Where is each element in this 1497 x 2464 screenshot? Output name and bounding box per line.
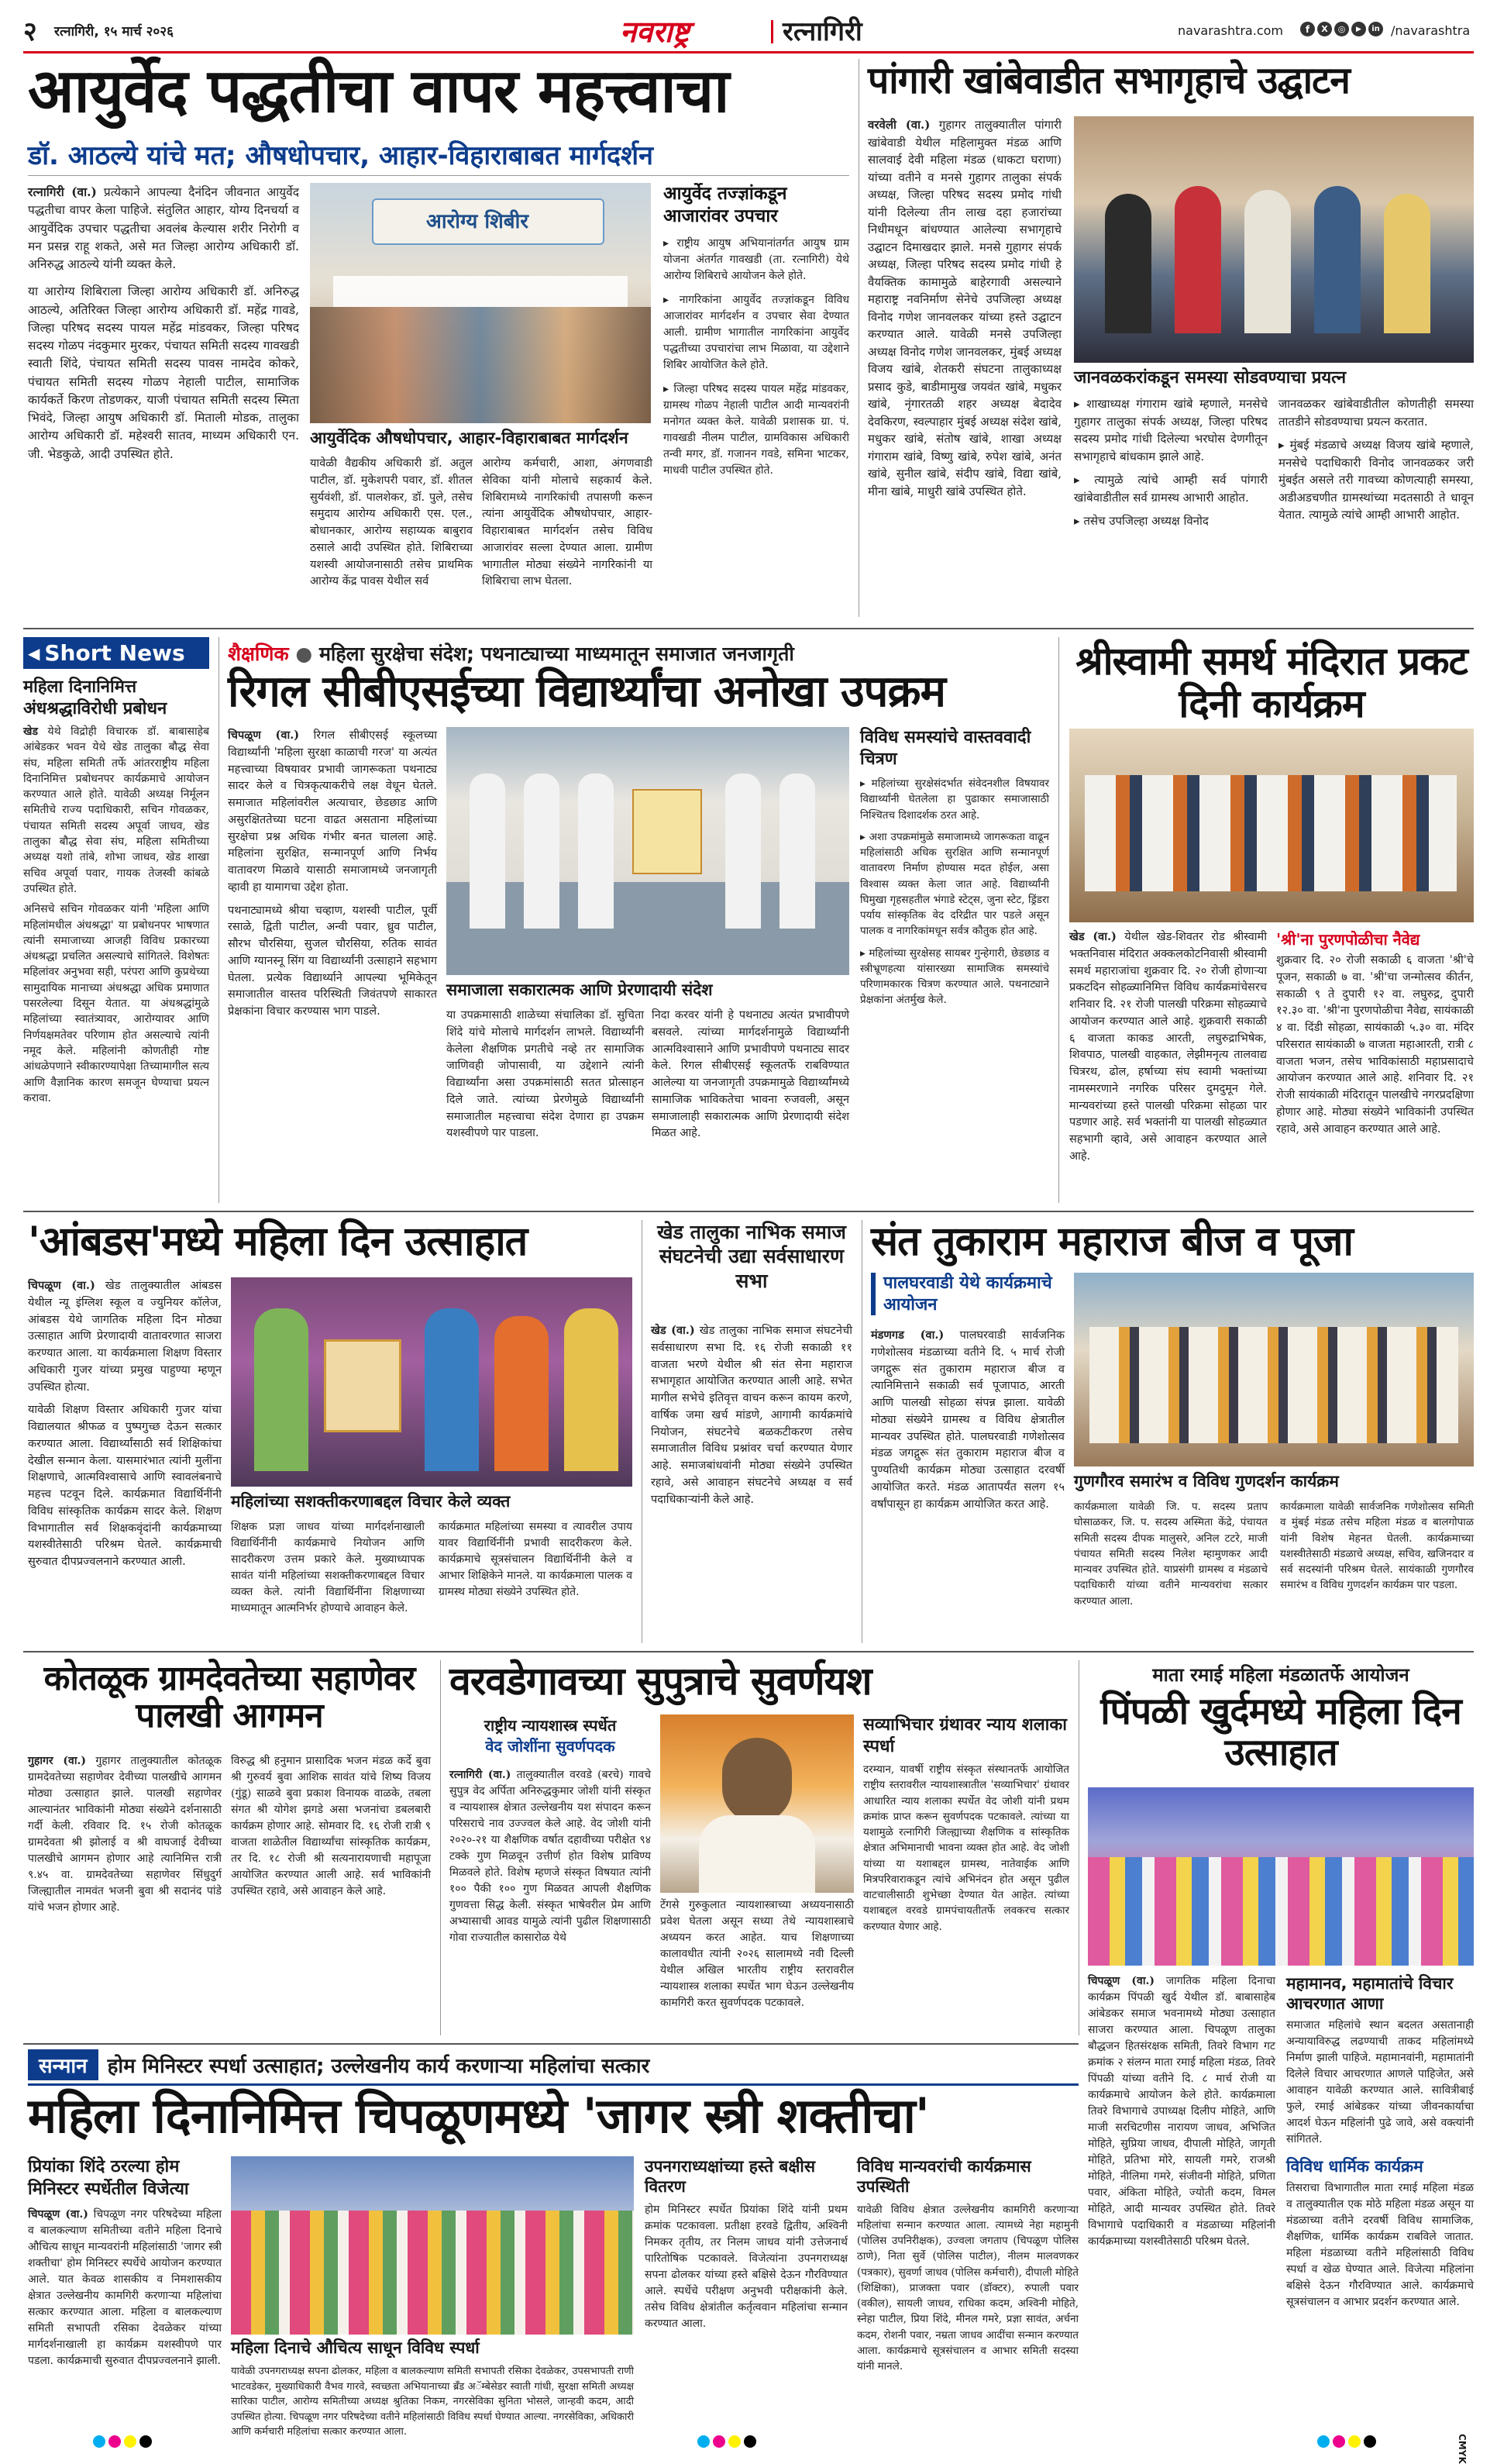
pimpli-col2 — [1286, 1973, 1474, 2407]
pangari-body-col1: वरवेली (वा.) गुहागर तालुक्यातील पांगारी खांबेवाडी येथील महिलामुक्त मंडळ आणि सालवाई देवी महिला मंडळ (धाकटा घराणा) यांच्या वतीने व मनसे गुहागर तालुका संपर्क अध्यक्ष, जिल्हा परिषद सदस्य प्रमोद गांधी यांनी दिलेल्या तीन लाख दहा हजारांच्या निधीमधून बांधण्यात आलेल्या सभागृहाचे उद्घाटन दिमाखदार झाले. मनसे गुहागर संपर्क अध्यक्ष, जिल्हा परिषद सदस्य प्रमोद गांधी हे वैयक्तिक कामामुळे बाहेरगावी असल्याने महाराष्ट्र नवनिर्माण सेनेचे उपजिल्हा अध्यक्ष विनोद गणेश जानवलकर यांच्या हस्ते उद्घाटन करण्यात आले. यावेळी मनसे उपजिल्हा अध्यक्ष विनोद गणेश जानवलकर, मुंबई अध्यक्ष विजय खांबे, शेतकरी संघटना तालुकाध्यक्ष प्रसाद कुडे, बाडीमामुख जयवंत खांबे, मधुकर खांबे, नृंगारतळी शहर अध्यक्ष बेदादेव देवकिरण, स्वल्पाहार मुंबई अध्यक्ष संदेश खांबे, मधुकर खांबे, संतोष खांबे, शाखा अध्यक्ष गंगाराम खांबे, विष्णु खांबे, रुपेश खांबे, अनंत खांबे, सुनील खांबे, संदीप खांबे, विद्या खांबे, मीना खांबे, माधुरी खांबे उपस्थित होते. — [868, 118, 1062, 498]
section-rule — [23, 628, 1474, 629]
pangari-photo — [1074, 116, 1474, 363]
section-name: रत्नागिरी — [783, 16, 862, 47]
pangari-photo-caption: जानवळकरांकडून समस्या सोडवण्याचा प्रयत्न — [1074, 368, 1347, 388]
aambdas-body-col3: कार्यक्रमात महिलांच्या समस्या व त्यावरील उपाय यावर विद्यार्थिनींनी प्रभावी सादरीकरण केले. कार्यक्रमाचे सूत्रसंचालन विद्यार्थिनींनी केले व आभार शिक्षिकेने मानले. या कार्यक्रमाला पालक व ग्रामस्थ मोठ्या संख्येने उपस्थित होते. — [439, 1521, 632, 1598]
tukaram-body-col3: कार्यक्रमाला यावेळी सार्वजनिक गणेशोत्सव समिती व मुंबई मंडळ तसेच महिला मंडळ व बालगोपाळ यांनी विशेष मेहनत घेतली. कार्यक्रमाच्या यशस्वीतेसाठी मंडळाचे अध्यक्ष, सचिव, खजिनदार व सर्व सदस्यांनी परिश्रम घेतले. सायंकाळी गुणगौरव समारंभ व विविध गुणदर्शन कार्यक्रम पार पडला. — [1280, 1501, 1474, 1592]
varvade-headline: वरवडेगावच्या सुपुत्राचे सुवर्णयश — [449, 1659, 872, 1704]
regal-body-col2: या उपक्रमासाठी शाळेच्या संचालिका डॉ. सुचिता शिंदे यांचे मोलाचे मार्गदर्शन लाभले. विद्यार्थ्यांनी केलेला शैक्षणिक प्रगतीचे नव्हे तर सामाजिक जाणिवही जोपासावी, या उद्देशाने त्यांनी विद्यार्थ्यांना असा उपक्रमांसाठी सतत प्रोत्साहन दिले जाते. त्यांच्या प्रेरणेमुळे विद्यार्थ्यांनी समाजातील महत्त्वाचा संदेश देणारा हा उपक्रम यशस्वीपणे पार पाडला. — [446, 1009, 644, 1140]
facebook-icon[interactable]: f — [1300, 22, 1315, 36]
regal-body-col1: चिपळूण (वा.) रिगल सीबीएसई स्कूलच्या विद्यार्थ्यांनी 'महिला सुरक्षा काळाची गरज' या अत्यंत महत्त्वाच्या विषयावर प्रभावी जागरूकता पथनाट्य सादर केले व चित्रकृत्याकरीचे लक्ष वेधून घेतले. समाजात महिलांवरील अत्याचार, छेडछाड आणि असुरक्षिततेच्या घटना वाढत असताना महिलांच्या सुरक्षेचा प्रश्न अधिक गंभीर बनत चालला आहे. महिलांना सुरक्षित, सन्मानपूर्ण आणि निर्भय वातावरण मिळावे यासाठी समाजामध्ये जनजागृती व्हावी हा यामागचा उद्देश होता. पथनाट्यामध्ये श्रीया चव्हाण, यशस्वी पाटील, पूर्वी रसाळे, द्विती पाटील, अन्वी पवार, ध्रुव पाटील, सौरभ चौरसिया, सुजल चौरसिया, रुतिक सावंत आणि ग्यानस्नू सिंग या विद्यार्थ्यांनी उत्साहाने सहभाग घेतला. प्रत्येक विद्यार्थ्याने आपल्या भूमिकेतून समाजातील वास्तव परिस्थिती जिवंतपणे साकारत प्रेक्षकांना विचार करण्यास भाग पाडले. — [228, 729, 438, 1018]
tukaram-photo-caption: गुणगौरव समारंभ व विविध गुणदर्शन कार्यक्रम — [1074, 1472, 1339, 1490]
arrow-icon: ◀ — [28, 643, 40, 663]
ayurved-dateline: रत्नागिरी (वा.) — [28, 184, 97, 199]
regal-side-bullet: ▸ महिलांच्या सुरक्षेसंदर्भात संवेदनशील विषयावर विद्यार्थ्यांनी घेतलेला हा पुढाकार समाजासाठी निश्चितच दिशादर्शक ठरत आहे. — [860, 777, 1049, 822]
sanman-side-box — [28, 2156, 222, 2420]
short-news — [23, 637, 209, 1203]
varvade-kicker — [449, 1714, 651, 1756]
sanman-right-box — [857, 2156, 1079, 2423]
short-news-label: Short News — [44, 640, 185, 666]
ayurved-headline: आयुर्वेद पद्धतीचा वापर महत्त्वाचा — [28, 57, 729, 126]
sanman-photo-caption: महिला दिनाचे औचित्य साधून विविध स्पर्धा — [231, 2338, 480, 2357]
cmyk-dot-right — [1317, 2435, 1376, 2448]
sanman-mid-title: उपनगराध्यक्षांच्या हस्ते बक्षीस वितरण — [645, 2157, 816, 2197]
regal-body-col3: निदा करवर यांनी हे पथनाट्य अत्यंत प्रभावीपणे बसवले. त्यांच्या मार्गदर्शनामुळे विद्यार्थ्यांनी आत्मविश्वासाने आणि प्रभावीपणे पथनाट्य सादर केले. रिगल सीबीएसई स्कूलतर्फे राबविण्यात आलेल्या या जनजागृती उपक्रमामुळे विद्यार्थ्यांमध्ये सामाजिक भाविकतेचा भावना रुजवली, असून समाजालाही सकारात्मक आणि प्रेरणादायी संदेश मिळत आहे. — [652, 1009, 849, 1140]
section-rule — [23, 1651, 1474, 1652]
sanman-label: सन्मान — [28, 2049, 98, 2080]
divider-bar — [771, 20, 773, 43]
kotalu-body-col2: विरुद्ध श्री हनुमान प्रासादिक भजन मंडळ कर्दे बुवा श्री गुरुवर्य बुवा आशिक सावंत यांचे शिष्य विजय (गुंडू) साळवे बुवा प्रकाश विनायक वाळके, तबला संगत श्री योगेश झगडे असा भजनांचा डबलबारी कार्यक्रम होणार आहे. सोमवार दि. १६ रोजी रात्री ९ वाजता शाळेतील विद्यार्थ्यांचा सांस्कृतिक कार्यक्रम, तर दि. १८ रोजी श्री सत्यनारायणाची महापूजा आयोजित करण्यात आली आहे. सर्व भाविकांनी उपस्थित रहावे, असे आवाहन केले आहे. — [231, 1755, 431, 1897]
section-rule — [23, 2043, 1079, 2045]
column-rule — [440, 1660, 441, 2035]
column-rule — [1058, 637, 1059, 1203]
pimpli-sub-title: विविध धार्मिक कार्यक्रम — [1286, 2156, 1423, 2176]
sanman-kicker: होम मिनिस्टर स्पर्धा उत्साहात; उल्लेखनीय कार्य करणाऱ्या महिलांचा सत्कार — [107, 2055, 650, 2078]
sanman-side-title: प्रियांका शिंदे ठरल्या होम मिनिस्टर स्पर्धेतील विजेत्या — [28, 2157, 189, 2199]
ayurved-side-title: आयुर्वेद तज्ज्ञांकडून आजारांवर उपचार — [663, 184, 787, 226]
sanman-mid-box — [645, 2156, 848, 2423]
ayurved-photo — [310, 183, 651, 423]
shriswami-headline: श्रीस्वामी समर्थ मंदिरात प्रकट दिनी कार्यक्रम — [1075, 639, 1468, 726]
regal-photo — [446, 727, 849, 975]
page-number: २ — [23, 16, 37, 47]
pangari-headline: पांगारी खांबेवाडीत सभागृहाचे उद्घाटन — [868, 59, 1350, 102]
pangari-body-col2: ▸ शाखाध्यक्ष गंगाराम खांबे म्हणाले, मनसेचे गुहागर तालुका संपर्क अध्यक्ष, जिल्हा परिषद सदस्य प्रमोद गांधी दिलेल्या भरघोस देणगीतून सभागृहाचे बांधकाम झाले आहे. ▸ त्यामुळे त्यांचे आम्ही सर्व पांगारी खांबेवाडीतील सर्व ग्रामस्थ आभारी आहोत. ▸ तसेच उपजिल्हा अध्यक्ष विनोद — [1074, 397, 1268, 528]
aambdas-body-col2: शिक्षक प्रज्ञा जाधव यांच्या मार्गदर्शनाखाली विद्यार्थिनींनी कार्यक्रमाचे नियोजन आणि सादरीकरण उत्तम प्रकारे केले. मुख्याध्यापक सावंत यांनी महिलांच्या सशक्तीकरणाबद्दल विचार व्यक्त केले. त्यांनी विद्यार्थिनींना शिक्षणाच्या माध्यमातून आत्मनिर्भर होण्याचे आवाहन केले. — [231, 1521, 425, 1615]
page-header — [23, 8, 1474, 51]
regal-sidebar — [860, 727, 1049, 1201]
pimpli-box-body: समाजात महिलांचे स्थान बदलत असतानाही अन्यायाविरुद्ध लढण्याची ताकद महिलांमध्ये निर्माण झाली पाहिजे. महामानवांनी, महामातांनी दिलेले विचार आचरणात आणले पाहिजेत, असे आवाहन यावेळी करण्यात आले. सावित्रीबाई फुले, रमाई आंबेडकर यांच्या जीवनकार्याचा आदर्श घेऊन महिलांनी पुढे जावे, असे वक्त्यांनी सांगितले. — [1286, 2018, 1474, 2145]
pimpli-body-col1: चिपळूण (वा.) जागतिक महिला दिनाचा कार्यक्रम पिंपळी खुर्द येथील डॉ. बाबासाहेब आंबेडकर समाज भवनामध्ये मोठ्या उत्साहात साजरा करण्यात आला. चिपळूण तालुका बौद्धजन हितसंरक्षक समिती, तिवरे विभाग गट क्रमांक २ संलग्न माता रमाई महिला मंडळ, तिवरे पिंपळी यांच्या वतीने दि. ८ मार्च रोजी या कार्यक्रमाचे आयोजन केले होते. कार्यक्रमाला तिवरे विभागाचे उपाध्यक्ष दिलीप मोहिते, आणि माजी सरचिटणीस नारायण जाधव, अभिजित मोहिते, सुप्रिया जाधव, दीपाली मोहिते, जागृती मोहिते, प्रतिभा मोरे, सायली गमरे, राजश्री मोहिते, नीलिमा गमरे, संजीवनी मोहिते, प्रणिता पवार, अंकिता मोहिते, ज्योती कदम, विमल मोहिते, आदी मान्यवर उपस्थित होते. तिवरे विभागाचे पदाधिकारी व मंडळाच्या महिलांनी कार्यक्रमाच्या यशस्वीतेसाठी परिश्रम घेतले. — [1088, 1975, 1276, 2248]
section-rule — [23, 1211, 1474, 1212]
regal-headline: रिगल सीबीएसईच्या विद्यार्थ्यांचा अनोखा उपक्रम — [228, 667, 945, 717]
x-icon[interactable]: X — [1317, 22, 1332, 36]
short-news-label-bar — [23, 637, 209, 669]
ayurved-body-col2: यावेळी वैद्यकीय अधिकारी डॉ. अतुल पाटील, डॉ. मुकेशपरी पवार, डॉ. शीतल सुर्यवंशी, डॉ. पालशेकर, डॉ. पुले, तसेच समुदाय आरोग्य अधिकारी एस. एल., बोधानकार, आरोग्य सहाय्यक बाबुराव ठसाले आदी उपस्थित होते. शिबिराच्या यशस्वी आयोजनासाठी तसेच प्राथमिक आरोग्य केंद्र पावस येथील सर्व — [310, 457, 473, 588]
varvade-kicker-line2: वेद जोशींना सुवर्णपदक — [485, 1737, 615, 1756]
website-url[interactable]: navarashtra.com — [1178, 23, 1283, 38]
registration-marks — [0, 2431, 1497, 2464]
shriswami-body-col1: खेड (वा.) येथील खेड-शिवतर रोड श्रीस्वामी भक्तनिवास मंदिरात अक्कलकोटनिवासी श्रीस्वामी समर्थ महाराजांचा शुक्रवार दि. २० रोजी होणाऱ्या प्रकटदिन सोहळ्यानिमित्त विविध कार्यक्रमांचेसरच शनिवार दि. २१ रोजी पालखी परिक्रमा सोहळ्याचे आयोजन करण्यात आले आहे. शुक्रवारी सकाळी ६ वाजता काकड आरती, लघुरुद्राभिषेक, शिवपाठ, पालखी वाहकात, लेझीमनृत्य तालवाद्य चित्ररथ, ढोल, हर्षाच्या संघ स्वामी भक्तांच्या नामस्मरणाने नगरिक परिसर दुमदुमून गेले. मान्यवरांच्या हस्ते पालखी परिक्रमा सोहळा पार पडणार आहे. सर्व भक्तांनी या पालखी सोहळ्यात सहभागी व्हावे, असे आवाहन करण्यात आले आहे. — [1069, 930, 1267, 1163]
varvade-kicker-line1: राष्ट्रीय न्यायशास्त्र स्पर्धेत — [484, 1716, 617, 1735]
bullet-icon: ● — [295, 643, 319, 665]
savyabhichar-title: सव्याभिचार ग्रंथावर न्याय शलाका स्पर्धा — [863, 1715, 1067, 1756]
pimpli-headline: पिंपळी खुर्दमध्ये महिला दिन उत्साहात — [1100, 1690, 1461, 1774]
kotalu-body-col1: गुहागर (वा.) गुहागर तालुक्यातील कोतळूक ग्रामदेवतेच्या सहाणेवर देवीच्या पालखीचे आगमन मोठ्या उत्साहात झाले. पालखी सहाणेवर आल्यानंतर भाविकांनी मोठ्या संख्येने दर्शनासाठी गर्दी केली. रविवार दि. १५ रोजी कोतळूक ग्रामदेवता श्री झोलाई व श्री वाघजाई देवीच्या पालखीचे आगमन होणार आहे त्यानिमित्त रात्री ९.४५ वा. ग्रामदेवतेच्या सहाणेवर सिंधुदुर्ग जिल्ह्यातील नामवंत भजनी बुवा श्री सदानंद पांडे यांचे भजन होणार आहे. — [28, 1755, 222, 1914]
varvade-photo — [660, 1714, 854, 1893]
tukaram-body-col2: कार्यक्रमाला यावेळी जि. प. सदस्य प्रताप घोसाळकर, जि. प. सदस्य अस्मिता केंद्रे, पंचायत समिती सदस्य दीपक मालुसरे, अनिल टटरे, माजी पंचायत समिती सदस्य निलेश म्हामुणकर आदी मान्यवर उपस्थित होते. याप्रसंगी ग्रामस्थ व मंडळाचे पदाधिकारी यांच्या वतीने मान्यवरांचा सत्कार करण्यात आला. — [1074, 1501, 1268, 1608]
rule — [28, 175, 849, 176]
ayurved-photo-banner: आरोग्य शिबीर — [426, 210, 529, 233]
header-rule — [23, 51, 1474, 53]
regal-kicker: शैक्षणिक — [228, 643, 289, 665]
ayurved-side-bullet: ▸ जिल्हा परिषद सदस्य पायल महेंद्र मांडवकर, ग्रामस्थ गोळप नेहाली पाटील आदी मान्यवरांनी मनोगत व्यक्त केले. यावेळी प्रशासक ग्रा. पं. गावखडी नीलम पाटील, ग्रामविकास अधिकारी तन्वी मगर, डॉ. गजानन गवडे, समिना भाटकर, माधवी पाटील उपस्थित होते. — [663, 382, 849, 477]
short-news-body: खेड येथे विद्रोही विचारक डॉ. बाबासाहेब आंबेडकर भवन येथे खेड तालुका बौद्ध सेवा संघ, महिला समिती तर्फे आंतरराष्ट्रीय महिला दिनानिमित्त प्रबोधनपर कार्यक्रमाचे आयोजन करण्यात आले होते. यावेळी अध्यक्ष निर्मूलन समितीचे राज्य पदाधिकारी, सचिन गोवळकर, पंचायत समिती सदस्य अपूर्वा जाधव, खेड तालुका बौद्ध सेवा संघ, महिला समितीच्या अध्यक्ष यशो तांबे, शोभा जाधव, खेड शाखा सचिव अपूर्वा पवार, गायक तेजस्वी कांबळे उपस्थित होते. अनिसचे सचिन गोवळकर यांनी 'महिला आणि महिलांमधील अंधश्रद्धा' या प्रबोधनपर भाषणात त्यांनी समाजाच्या आजही विविध प्रकारच्या अंधश्रद्धा प्रचलित असल्याचे सांगितले. विशेषतः महिलांवर अनुभवा सही, परंपरा आणि कुप्रथेच्या सामुदायिक मानाच्या अंधश्रद्धा अधिक प्रमाणात पसरलेल्या दिसून येतात. या अंधश्रद्धांमुळे महिलांच्या स्वातंत्र्यावर, आरोग्यावर आणि निर्णयक्षमतेवर परिणाम होत असल्याचे त्यांनी नमूद केले. महिलांनी कोणतीही गोष्ट आंधळेपणाने स्वीकारण्यापेक्षा तिच्यामागील सत्य आणि वैज्ञानिक कारण समजून घेण्याचा प्रयत्न करावा. — [23, 725, 209, 1104]
social-icons — [1300, 22, 1385, 37]
sanman-mid-body: होम मिनिस्टर स्पर्धेत प्रियांका शिंदे यांनी प्रथम क्रमांक पटकावला. प्रतीक्षा हरवडे द्वितीय, अश्विनी निमकर तृतीय, तर निलम जाधव यांनी उत्तेजनार्थ पारितोषिक पटकावले. विजेत्यांना उपनगराध्यक्ष सपना ढोलकर यांच्या हस्ते बक्षिसे देऊन गौरविण्यात आले. स्पर्धेचे परीक्षण अनुभवी परीक्षकांनी केले. तसेच विविध क्षेत्रांतील कर्तृत्ववान महिलांचा सन्मान करण्यात आला. — [645, 2203, 848, 2330]
regal-kicker-line — [228, 640, 1049, 667]
nabhik-body: खेड (वा.) खेड तालुका नाभिक समाज संघटनेची सर्वसाधारण सभा दि. १६ रोजी सकाळी ११ वाजता भरणे येथील श्री संत सेना महाराज सभागृहात आयोजित करण्यात आली आहे. सभेत मागील सभेचे इतिवृत्त वाचन करून कायम करणे, वार्षिक जमा खर्च मांडणे, आगामी कार्यक्रमांचे नियोजन, संघटनेचे बळकटीकरण तसेच समाजातील विविध प्रश्नांवर चर्चा करण्यात येणार आहे. समाजबांधवांनी मोठ्या संख्येने उपस्थित रहावे, असे आवाहन संघटनेचे अध्यक्ष व सर्व पदाधिकाऱ्यांनी केले आहे. — [651, 1324, 852, 1506]
ayurved-body-col3: आरोग्य कर्मचारी, आशा, अंगणवाडी सेविका यांनी मोलाचे सहकार्य केले. शिबिरामध्ये नागरिकांची तपासणी करून त्यांना आयुर्वेदिक औषधोपचार, आहार-विहाराबाबत मार्गदर्शन तसेच विविध आजारांवर सल्ला देण्यात आला. ग्रामीण भागातील मोठ्या संख्येने नागरिकांनी या शिबिराचा लाभ घेतला. — [482, 457, 652, 588]
pimpli-photo — [1088, 1787, 1474, 1966]
aambdas-headline: 'आंबडस'मध्ये महिला दिन उत्साहात — [28, 1218, 528, 1265]
sanman-headline: महिला दिनानिमित्त चिपळूणमध्ये 'जागर स्त्री शक्तीचा' — [28, 2087, 929, 2144]
aambdas-photo — [231, 1277, 632, 1487]
nabhik-headline: खेड तालुका नाभिक समाज संघटनेची उद्या सर्वसाधारण सभा — [657, 1221, 846, 1292]
regal-photo-caption: समाजाला सकारात्मक आणि प्रेरणादायी संदेश — [446, 980, 713, 999]
ayurved-photo-caption: आयुर्वेदिक औषधोपचार, आहार-विहाराबाबत मार्गदर्शन — [310, 429, 628, 447]
regal-side-bullet: ▸ महिलांच्या सुरक्षेसह सायबर गुन्हेगारी, छेडछाड व स्त्रीभ्रूणहत्या यांसारख्या सामाजिक समस्यांचे परिणामकारक चित्रण करण्यात आले. पथनाट्याने प्रेक्षकांना अंतर्मुख केले. — [860, 946, 1049, 1007]
short-news-title: महिला दिनानिमित्त अंधश्रद्धाविरोधी प्रबोधन — [23, 677, 167, 719]
sanman-photo — [231, 2156, 634, 2335]
masthead-logo: नवराष्ट्र — [620, 15, 690, 49]
varvade-body-col2: टेंगसे गुरुकुलात न्यायशास्त्राच्या अध्ययनासाठी प्रवेश घेतला असून सध्या तेथे न्यायशास्त्राचे अध्ययन करत आहेत. याच शिक्षणाच्या कालावधीत त्यांनी २०२६ सालामध्ये नवी दिल्ली येथील अखिल भारतीय राष्ट्रीय स्तरावरील न्यायशास्त्र शलाका स्पर्धेत भाग घेऊन उल्लेखनीय कामगिरी करत सुवर्णपदक पटकावले. — [660, 1899, 854, 2009]
shriswami-photo — [1069, 729, 1474, 922]
aambdas-photo-caption: महिलांच्या सशक्तीकरणाबद्दल विचार केले व्यक्त — [231, 1492, 511, 1511]
pimpli-kicker: माता रमाई महिला मंडळातर्फे आयोजन — [1152, 1664, 1409, 1686]
page-date: रत्नागिरी, १५ मार्च २०२६ — [54, 24, 174, 40]
shriswami-sub-title: 'श्री'ना पुरणपोळीचा नैवेद्य — [1276, 930, 1420, 949]
regal-side-bullet: ▸ अशा उपक्रमांमुळे समाजामध्ये जागरूकता वाढून महिलांसाठी अधिक सुरक्षित आणि सन्मानपूर्ण वातावरण निर्माण होण्यास मदत होईल, असा विश्वास व्यक्त केला जात आहे. विद्यार्थ्यांनी घिमुखा गृहसहतील भंगाडे स्टेट्स, जुना स्टेट, ड्रिंडरा पर्याय सांस्कृतिक वेद दरिद्रीत पार पडले असून पालक व नागरिकांमधून सर्वत्र कौतुक होत आहे. — [860, 830, 1049, 938]
tukaram-body-col1: मंडणगड (वा.) पालघरवाडी सार्वजनिक गणेशोत्सव मंडळाच्या वतीने दि. ५ मार्च रोजी जगद्गुरू संत तुकाराम महाराज बीज व त्यानिमित्ताने सकाळी सर्व पूजापाठ, आरती आणि पालखी सोहळा संपन्न झाला. यावेळी मोठ्या संख्येने ग्रामस्थ व विविध क्षेत्रातील मान्यवर उपस्थित होते. पालघरवाडी गणेशोत्सव मंडळ जगद्गुरू संत तुकाराम महाराज बीज व पुण्यतिथी कार्यक्रम मोठ्या उत्साहात दरवर्षी आयोजित करते. मंडळ आतापर्यंत सलग १५ वर्षांपासून हा कार्यक्रम आयोजित करत आहे. — [871, 1328, 1065, 1511]
ayurved-sidebar — [663, 183, 849, 617]
tukaram-photo — [1074, 1273, 1474, 1466]
tukaram-kicker: पालघरवाडी येथे कार्यक्रमाचे आयोजन — [883, 1273, 1052, 1315]
tukaram-headline: संत तुकाराम महाराज बीज व पूजा — [871, 1218, 1353, 1265]
cmyk-imprint: CMYK — [1457, 2434, 1468, 2464]
aambdas-body-col1: चिपळूण (वा.) खेड तालुक्यातील आंबडस येथील न्यू इंग्लिश स्कूल व ज्युनियर कॉलेज, आंबडस येथे जागतिक महिला दिन मोठ्या उत्साहात आणि प्रेरणादायी वातावरणात साजरा करण्यात आला. या कार्यक्रमाला शिक्षण विस्तार अधिकारी गुजर यांच्या प्रमुख पाहुण्या म्हणून उपस्थित होत्या. यावेळी शिक्षण विस्तार अधिकारी गुजर यांचा विद्यालयात श्रीफळ व पुष्पगुच्छ देऊन सत्कार करण्यात आला. विद्यार्थ्यांसाठी सर्व शिक्षिकांचा देखील सन्मान केला. यासमारंभात त्यांनी मुलींना शिक्षणाचे, आत्मविश्वासाचे आणि स्वावलंबनाचे महत्त्व पटवून दिले. कार्यक्रमात विद्यार्थिनींनी विविध सांस्कृतिक कार्यक्रम सादर केले. शिक्षण विभागातील सर्व शिक्षकवृंदांनी कार्यक्रमाच्या यशस्वीतेसाठी परिश्रम घेतले. कार्यक्रमाची सुरुवात दीपप्रज्वलनाने करण्यात आली. — [28, 1279, 222, 1568]
linkedin-icon[interactable]: in — [1368, 22, 1383, 36]
regal-side-title: विविध समस्यांचे वास्तववादी चित्रण — [860, 728, 1031, 769]
shriswami-col2 — [1276, 929, 1474, 1201]
sanman-right-body: यावेळी विविध क्षेत्रात उल्लेखनीय कामगिरी करणाऱ्या महिलांचा सन्मान करण्यात आला. त्यामध्ये नेहा महामुनी (पोलिस उपनिरीक्षक), उज्वला जगताप (चिपळूण पोलिस ठाणे), निता सुर्वे (पोलिस पाटील), नीलम मालवणकर (पत्रकार), सुवर्णा जाधव (पोलिस कर्मचारी), दीपाली मोहिते (शिक्षिका), प्राजक्ता पवार (डॉक्टर), रुपाली पवार (वकील), सायली जाधव, राधिका कदम, अश्विनी मोहिते, स्नेहा पाटील, प्रिया शिंदे, मीनल गमरे, प्रज्ञा सावंत, अर्चना कदम, रोशनी पवार, नम्रता जाधव आदींचा सन्मान करण्यात आला. कार्यक्रमाचे सूत्रसंचालन व आभार समिती सदस्या यांनी मानले. — [857, 2203, 1079, 2373]
sanman-body-col1: चिपळूण (वा.) चिपळूण नगर परिषदेच्या महिला व बालकल्याण समितीच्या वतीने महिला दिनाचे औचित्य साधून मान्यवरांनी महिलांसाठी 'जागर स्त्री शक्तीचा' होम मिनिस्टर स्पर्धेचे आयोजन करण्यात आले. यात केवळ शासकीय व निमशासकीय क्षेत्रात उल्लेखनीय कामगिरी करणाऱ्या महिलांचा सत्कार करण्यात आला. महिला व बालकल्याण समिती सभापती रसिका देवळेकर यांच्या मार्गदर्शनाखाली हा कार्यक्रम यशस्वीपणे पार पडला. कार्यक्रमाची सुरुवात दीपप्रज्वलनाने झाली. — [28, 2208, 222, 2368]
regal-kicker-rest: महिला सुरक्षेचा संदेश; पथनाट्याच्या माध्यमातून समाजात जनजागृती — [318, 643, 794, 665]
pimpli-body-col2: तिसराचा विभागातील माता रमाई महिला मंडळ व तालुक्यातील एक मोठे महिला मंडळ असून या मंडळाच्या वतीने दरवर्षी विविध सामाजिक, शैक्षणिक, धार्मिक कार्यक्रम राबविले जातात. महिला मंडळाच्या वतीने महिलांसाठी विविध स्पर्धा व खेळ घेण्यात आले. विजेत्या महिलांना बक्षिसे देऊन गौरविण्यात आले. कार्यक्रमाचे सूत्रसंचालन व आभार प्रदर्शन करण्यात आले. — [1286, 2181, 1474, 2308]
instagram-icon[interactable]: ◎ — [1334, 22, 1349, 36]
social-handle[interactable]: /navarashtra — [1391, 23, 1471, 38]
varvade-body-col1: रत्नागिरी (वा.) तालुक्यातील वरवडे (बरचे) गावचे सुपुत्र वेद अर्पिता अनिरुद्धकुमार जोशी यांनी संस्कृत व न्यायशास्त्र क्षेत्रात उल्लेखनीय यश संपादन करून परिसराचे नाव उज्ज्वल केले आहे. वेद जोशी यांनी २०२०-२१ या शैक्षणिक वर्षात दहावीच्या परीक्षेत ९४ टक्के गुण मिळवून उत्तीर्ण होत विशेष प्राविण्य मिळवले होते. विशेष म्हणजे संस्कृत विषयात त्यांनी १०० पैकी १०० गुण मिळवत आपली शैक्षणिक गुणवत्ता सिद्ध केली. संस्कृत भाषेवरील प्रेम आणि अभ्यासाची आवड यामुळे त्यांनी पुढील शिक्षणासाठी गोवा राज्यातील कासारोळ येथे — [449, 1769, 651, 1944]
pangari-dateline: वरवेली (वा.) — [868, 118, 931, 132]
shriswami-body-col2: शुक्रवार दि. २० रोजी सकाळी ६ वाजता 'श्री'चे पूजन, सकाळी ७ वा. 'श्री'चा जन्मोत्सव कीर्तन, सकाळी ९ ते दुपारी १२ वा. लघुरुद्र, दुपारी १२.३० वा. 'श्री'ना पुरणपोळीचा नैवेद्य, सायंकाळी ४ वा. दिंडी सोहळा, सायंकाळी ५.३० वा. मंदिर परिसरात सायंकाळी ७ वाजता महाआरती, रात्री ८ वाजता भजन, तसेच भाविकांसाठी महाप्रसादाचे आयोजन करण्यात आले आहे. शनिवार दि. २१ रोजी सायंकाळी मंदिरातून पालखीचे नगरप्रदक्षिणा होणार आहे. मोठ्या संख्येने भाविकांनी उपस्थित रहावे, असे आवाहन करण्यात आले आहे. — [1276, 954, 1474, 1136]
pangari-body-col3: जानवळकर खांबेवाडीतील कोणतीही समस्या तातडीने सोडवण्याचा प्रयत्न करतात. ▸ मुंबई मंडळाचे अध्यक्ष विजय खांबे म्हणाले, मनसेचे पदाधिकारी विनोद जानवळकर जरी मुंबईत असले तरी गावच्या कोणत्याही समस्या, अडीअडचणीत ग्रामस्थांच्या मदतसाठी ते धावून येतात. त्यामुळे त्यांचे आम्ही आभारी आहोत. — [1278, 397, 1474, 522]
kotalu-headline: कोतळूक ग्रामदेवतेच्या सहाणेवर पालखी आगमन — [43, 1659, 415, 1736]
sanman-body-col2: यावेळी उपनगराध्यक्ष सपना ढोलकर, महिला व बालकल्याण समिती सभापती रसिका देवळेकर, उपसभापती राणी भाटवडेकर, मुख्याधिकारी वैभव गारवे, स्वच्छता अभियानाच्या ब्रँड अॅम्बेसेडर स्वाती गांधी, सुरक्षा समिती अध्यक्ष सारिका पाटील, आरोग्य समितीच्या अध्यक्ष श्रुतिका निकम, नगरसेविका सुनिता भोसले, जान्हवी कदम, आदी उपस्थित होत्या. चिपळूण नगर परिषदेच्या वतीने महिलांसाठी विविध स्पर्धा घेण्यात आल्या. नगरसेविका, अधिकारी आणि कर्मचारी महिलांचा सत्कार करण्यात आला. — [231, 2366, 634, 2438]
cmyk-dot-center — [697, 2435, 756, 2448]
ayurved-subheadline: डॉ. आठल्ये यांचे मत; औषधोपचार, आहार-विहाराबाबत मार्गदर्शन — [28, 140, 654, 171]
savyabhichar-box — [863, 1714, 1069, 2034]
cmyk-dot-left — [93, 2435, 152, 2448]
sanman-kicker-line — [28, 2049, 1079, 2086]
youtube-icon[interactable]: ▶ — [1351, 22, 1366, 36]
savyabhichar-body: दरम्यान, यावर्षी राष्ट्रीय संस्कृत संस्थानतर्फे आयोजित राष्ट्रीय स्तरावरील न्यायशास्त्रातील 'सव्याभिचार' ग्रंथावर आधारित न्याय शलाका स्पर्धेत वेद जोशी यांनी प्रथम क्रमांक प्राप्त करून सुवर्णपदक पटकावले. त्यांच्या या यशामुळे रत्नागिरी जिल्ह्याच्या शैक्षणिक व सांस्कृतिक क्षेत्रात अभिमानाची भावना व्यक्त होत आहे. वेद जोशी यांच्या या यशाबद्दल ग्रामस्थ, नातेवाईक आणि मित्रपरिवाराकडून त्यांचे अभिनंदन होत असून पुढील वाटचालीसाठी शुभेच्छा देण्यात येत आहेत. त्यांच्या यशाबद्दल वरवडे ग्रामपंचायतीतर्फे लवकरच सत्कार करण्यात येणार आहे. — [863, 1763, 1069, 1933]
sanman-right-title: विविध मान्यवरांची कार्यक्रमास उपस्थिती — [857, 2157, 1031, 2197]
tukaram-kicker-box — [871, 1273, 1065, 1315]
ayurved-side-bullet: ▸ नागरिकांना आयुर्वेद तज्ज्ञांकडून विविध आजारांवर मार्गदर्शन व उपचार सेवा देण्यात आली. ग्रामीण भागातील नागरिकांना आयुर्वेद पद्धतीच्या उपचारांचा लाभ मिळावा, या उद्देशाने शिबिर आयोजित केले होते. — [663, 293, 849, 371]
ayurved-side-bullet: ▸ राष्ट्रीय आयुष अभियानांतर्गत आयुष ग्राम योजना अंतर्गत गावखडी (ता. रत्नागिरी) येथे आरोग्य शिबिराचे आयोजन केले होते. — [663, 236, 850, 282]
ayurved-body-col1: रत्नागिरी (वा.) प्रत्येकाने आपल्या दैनंदिन जीवनात आयुर्वेद पद्धतीचा वापर केला पाहिजे. संतुलित आहार, योग्य दिनचर्या व आयुर्वेदिक उपचार पद्धतीचा अवलंब केल्यास शरीर निरोगी व मन प्रसन्न राहू शकते, असे मत जिल्हा आरोग्य अधिकारी डॉ. अनिरुद्ध आठल्ये यांनी व्यक्त केले. या आरोग्य शिबिराला जिल्हा आरोग्य अधिकारी डॉ. अनिरुद्ध आठल्ये, अतिरिक्त जिल्हा आरोग्य अधिकारी डॉ. महेंद्र गावडे, जिल्हा परिषद सदस्य पायल महेंद्र मांडवकर, जिल्हा परिषद सदस्य गोळप नंदकुमार मुरकर, पंचायत समिती सदस्य गावखडी स्वाती शिंदे, पंचायत समिती सदस्य पावस नामदेव कोकरे, पंचायत समिती सदस्य गोळप नेहाली पाटील, सामाजिक कार्यकर्ते किरण तोडणकर, याजी पंचायत समिती सदस्य स्मिता भिवंदे, जिल्हा आयुष अधिकारी डॉ. मिताली मोडक, तालुका आरोग्य अधिकारी डॉ. महेश्वरी सातव, माध्यम अधिकारी एन. जी. भेडकुळे, आदी उपस्थित होते. — [28, 184, 299, 461]
pimpli-box-title: महामानव, महामातांचे विचार आचरणात आणा — [1286, 1974, 1454, 2014]
